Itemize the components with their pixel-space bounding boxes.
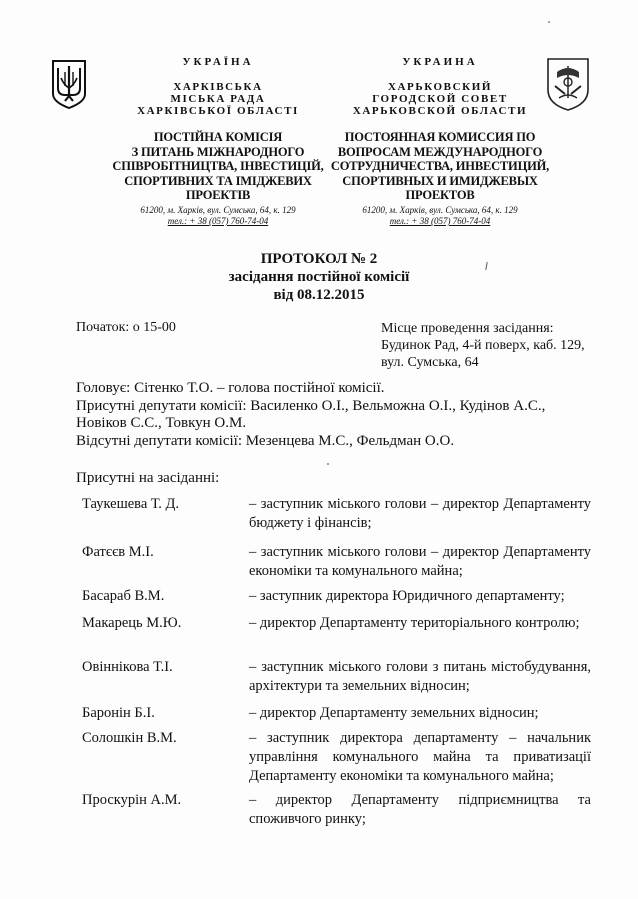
participant-name: Басараб В.М. [82,588,165,604]
meeting-start: Початок: о 15-00 [76,320,176,335]
chair-line: Головує: Сітенко Т.О. – голова постійної комісії. [76,380,385,396]
phone-ua: тел.: + 38 (057) 760-74-04 [167,216,269,226]
country-name-ua: УКРАЇНА [182,56,254,68]
participant-name: Овіннікова Т.І. [82,659,173,675]
protocol-title [0,250,638,304]
participant-name: Проскурін А.М. [82,792,182,808]
participant-role: – заступник міського голови – директор Департаменту економіки та комунального майна; [249,544,591,579]
participant-role: – заступник міського голови – директор Департаменту бюджету і фінансів; [249,496,591,531]
participant-name: Таукешева Т. Д. [82,496,180,512]
ukraine-trident-icon [50,58,88,110]
scan-speck [327,463,329,465]
participant-role: – заступник міського голови з питань містобудування, архітектури та земельних відносин; [249,659,591,694]
participant-role: – заступник директора Юридичного департаменту; [249,588,565,604]
address-ru: 61200, м. Харків, вул. Сумська, 64, к. 129 тел.: + 38 (057) 760-74-04 [330,205,550,227]
participant-name: Солошкін В.М. [82,730,177,746]
country-name-ru: УКРАИНА [402,56,478,68]
protocol-subtitle: засідання постійної комісії [228,269,410,285]
participant-role: – директор Департаменту земельних відносин; [249,705,539,721]
commission-name-ru: ПОСТОЯННАЯ КОМИССИЯ ПО ВОПРОСАМ МЕЖДУНАРОДНОГО СОТРУДНИЧЕСТВА, ИНВЕСТИЦИЙ, СПОРТИВНЫХ И ИМИДЖЕВЫХ ПРОЕКТОВ [330,130,550,202]
present-deputies-line: Присутні депутати комісії: Василенко О.І., Вельможна О.І., Кудінов А.С., [76,397,546,414]
absent-deputies-line: Відсутні депутати комісії: Мезенцева М.С., Фельдман О.О. [76,432,455,449]
commission-name-ua: ПОСТІЙНА КОМІСІЯ З ПИТАНЬ МІЖНАРОДНОГО СПІВРОБІТНИЦТВА, ІНВЕСТИЦІЙ, СПОРТИВНИХ ТА ІМІДЖЕВИХ ПРОЕКТІВ [112,130,324,202]
letterhead-ua [108,56,328,203]
address-ua: 61200, м. Харків, вул. Сумська, 64, к. 129 тел.: + 38 (057) 760-74-04 [108,205,328,227]
kharkiv-coat-of-arms-icon [545,56,591,112]
participant-name: Фатєєв М.І. [82,544,154,560]
phone-ru: тел.: + 38 (057) 760-74-04 [389,216,491,226]
participant-role: – заступник директора департаменту – начальник управління комунального майна та приватизації Департаменту економіки та комунального майна; [249,730,591,784]
scan-speck [548,21,550,23]
participant-name: Баронін Б.І. [82,705,155,721]
protocol-date: від 08.12.2015 [273,287,365,303]
present-heading: Присутні на засіданні: [76,470,220,486]
attendance-block [76,380,598,450]
participant-role: – директор Департаменту підприємництва та споживчого ринку; [249,792,591,827]
council-name-ru: ХАРЬКОВСКИЙ ГОРОДСКОЙ СОВЕТ ХАРЬКОВСКОЙ ОБЛАСТИ [352,81,528,117]
protocol-number: ПРОТОКОЛ № 2 [260,251,378,267]
meeting-place: Місце проведення засідання: Будинок Рад, 4-й поверх, каб. 129, вул. Сумська, 64 [381,321,585,370]
participant-name: Макарець М.Ю. [82,615,182,631]
council-name-ua: ХАРКІВСЬКА МІСЬКА РАДА ХАРКІВСЬКОЇ ОБЛАСТІ [137,81,299,117]
participant-role: – директор Департаменту територіального контролю; [249,615,580,631]
present-deputies-line-cont: Новіков С.С., Товкун О.М. [76,415,247,431]
letterhead-ru [330,56,550,203]
